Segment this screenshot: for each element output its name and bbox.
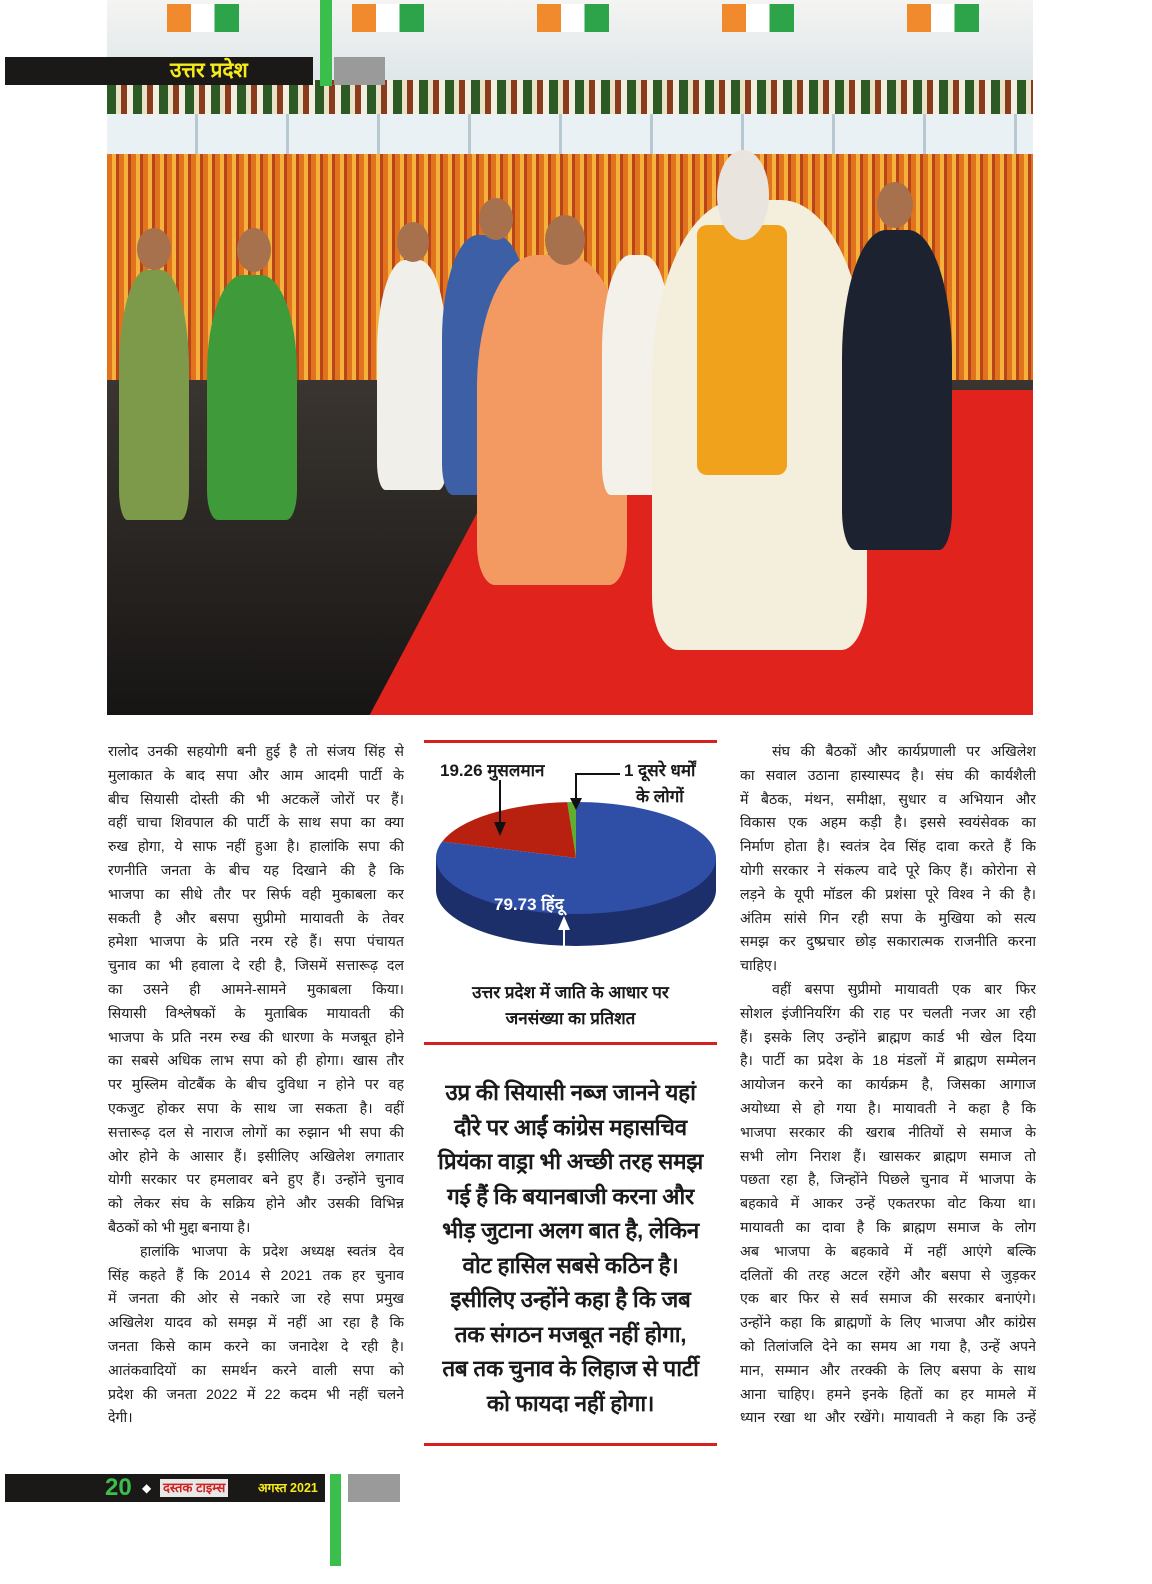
text-line: योगी सरकार पर हमलावर बने हुए हैं। उन्होंने चुनाव — [108, 1172, 404, 1189]
text-line: प्रदेश की जनता 2022 में 22 कदम भी नहीं चलने — [108, 1386, 404, 1403]
gray-accent-box — [348, 1474, 400, 1502]
text-line: अयोध्या से हो गया है। मायावती ने कहा है कि — [740, 1100, 1036, 1117]
green-accent-strip — [320, 0, 332, 86]
text-line: हैं। इसके लिए उन्होंने ब्राह्मण कार्ड भी खेल दिया — [740, 1029, 1036, 1046]
text-line: निर्माण होता है। स्वतंत्र देव सिंह दावा करते हैं कि — [740, 839, 1036, 856]
green-accent-strip — [330, 1474, 341, 1566]
text-line: का सबसे अधिक लाभ सपा को ही होगा। खास तौर — [108, 1053, 404, 1070]
text-line: अंतिम सांसे गिन रही सपा के मुखिया को सत्य — [740, 910, 1036, 927]
text-line: उन्होंने कहा कि ब्राह्मणों के लिए भाजपा और कांग्रेस — [740, 1315, 1036, 1332]
text-line: ध्यान रखा था और रखेंगे। मायावती ने कहा कि उन्हें — [740, 1410, 1036, 1427]
article-column-right — [740, 741, 1036, 1431]
text-line: संघ की बैठकों और कार्यप्रणाली पर अखिलेश — [772, 744, 1036, 760]
flower-garland — [107, 80, 1033, 114]
text-line: है। पार्टी का प्रदेश के 18 मंडलों में ब्राह्मण सम्मेलन — [740, 1053, 1036, 1070]
person-head — [877, 182, 913, 228]
wall-panel — [107, 114, 1033, 154]
text-line: ओर होने के आसार हैं। इसीलिए अखिलेश लगातार — [108, 1148, 404, 1165]
text-line: बीच सियासी दोस्ती की भी अटकलें जोरों पर हैं। — [108, 791, 404, 808]
gray-accent-box — [334, 57, 385, 85]
footer-bullet: ◆ — [142, 1481, 152, 1495]
person — [207, 275, 297, 520]
text-line: को तिलांजलि देने का समय आ गया है, उन्हें अपने — [740, 1338, 1036, 1355]
person — [119, 270, 189, 520]
issue-date: अगस्त 2021 — [258, 1481, 318, 1495]
person-head — [545, 215, 585, 265]
religion-pie-chart — [424, 744, 717, 1044]
others-label-line2: के लोगों — [636, 787, 684, 806]
flag-decoration — [907, 4, 979, 32]
text-line: का सवाल उठाना हास्यास्पद है। संघ की कार्यशैली — [740, 767, 1036, 784]
hindu-label: 79.73 हिंदू — [494, 895, 564, 914]
person-head — [137, 228, 171, 270]
text-line: लड़ने के यूपी मॉडल की प्रशंसा पूरे विश्व ने की है। — [740, 886, 1036, 903]
flag-decoration — [537, 4, 609, 32]
text-line: वहीं चाचा शिवपाल की पार्टी के साथ सपा का क्या — [108, 815, 404, 832]
text-line: आतंकवादियों का समर्थन करने वाली सपा को — [108, 1362, 404, 1379]
chart-caption-line1: उत्तर प्रदेश में जाति के आधार पर — [472, 983, 669, 1002]
cover-photo — [107, 0, 1033, 715]
text-line: सिंह कहते हैं कि 2014 से 2021 तक हर चुनाव — [108, 1267, 404, 1284]
pull-quote-line: गई हैं कि बयानबाजी करना और — [447, 1183, 694, 1209]
text-line: सोशल इंजीनियरिंग की राह पर चलती नजर आ रही — [740, 1005, 1036, 1022]
divider-rule — [424, 1443, 717, 1446]
magazine-logo: दस्तक टाइम्स — [160, 1479, 228, 1497]
text-line: रणनीति जनता के बीच यह दिखाने की है कि — [108, 862, 404, 879]
person-head — [397, 222, 429, 262]
divider-rule — [424, 740, 717, 743]
text-line: सकती है और बसपा सुप्रीमो मायावती के तेवर — [108, 910, 404, 927]
text-line: को लेकर संघ के सक्रिय होने और उसकी विभिन्न — [108, 1196, 404, 1213]
person-head — [717, 150, 769, 240]
text-line: विकास एक अहम कड़ी है। इससे स्वयंसेवक का — [740, 815, 1036, 832]
flag-decoration — [722, 4, 794, 32]
text-line: बहकावे में आकर उन्हें एकतरफा वोट किया था। — [740, 1196, 1036, 1213]
pull-quote-line: को फायदा नहीं होगा। — [486, 1390, 655, 1416]
text-line: मुलाकात के बाद सपा और आम आदमी पार्टी के — [108, 767, 404, 784]
pull-quote — [424, 1076, 717, 1421]
pull-quote-line: भीड़ जुटाना अलग बात है, लेकिन — [442, 1218, 699, 1243]
text-line: सियासी विश्लेषकों के मुताबिक मायावती की — [108, 1005, 404, 1022]
pull-quote-line: इसीलिए उन्होंने कहा है कि जब — [450, 1287, 691, 1312]
text-line: मायावती का दावा है कि ब्राह्मण समाज के लोग — [740, 1219, 1036, 1236]
saffron-scarf — [697, 225, 787, 475]
text-line: मान, सम्मान और तरक्की के लिए बसपा के साथ — [740, 1362, 1036, 1379]
flag-decoration — [167, 4, 239, 32]
text-line: हमेशा भाजपा के प्रति नरम रहे हैं। सपा पंचायत — [108, 934, 404, 951]
article-column-left — [108, 741, 404, 1431]
person — [842, 230, 952, 550]
text-line: हालांकि भाजपा के प्रदेश अध्यक्ष स्वतंत्र देव — [140, 1243, 404, 1260]
text-line: आयोजन करने का कार्यक्रम है, जिसका आगाज — [740, 1077, 1036, 1094]
pull-quote-line: दौरे पर आईं कांग्रेस महासचिव — [454, 1114, 687, 1140]
text-line: में बैठक, मंथन, समीक्षा, सुधार व अभियान और — [740, 791, 1036, 808]
text-line: एकजुट होकर सपा के साथ जा सकता है। वहीं — [108, 1100, 404, 1117]
text-line: पछता रहा है, जिन्होंने पिछले चुनाव में भाजपा के — [740, 1172, 1036, 1189]
text-line: में जनता की ओर से नकारे जा रहे सपा प्रमुख — [108, 1291, 404, 1308]
text-line: अब भाजपा के बहकावे में नहीं आएंगे बल्कि — [740, 1243, 1036, 1260]
text-line: वहीं बसपा सुप्रीमो मायावती एक बार फिर — [772, 981, 1036, 998]
text-line: चुनाव का भी हवाला दे रही है, जिसमें सत्तारूढ़ दल — [108, 958, 404, 975]
others-label-line1: 1 दूसरे धर्मों — [624, 761, 696, 780]
person-head — [237, 228, 271, 272]
text-line: जनता किसे काम करने का जनादेश दे रही है। — [108, 1338, 404, 1355]
text-line: समझ कर दुष्प्रचार छोड़ सकारात्मक राजनीति करना — [740, 934, 1036, 951]
flag-decoration — [352, 4, 424, 32]
divider-rule — [424, 1042, 717, 1045]
text-line: बैठकों को भी मुद्दा बनाया है। — [108, 1219, 251, 1236]
section-header-bar — [5, 57, 313, 85]
text-line: सभी लोग निराश हैं। खासकर ब्राह्मण समाज तो — [740, 1148, 1036, 1165]
page-number: 20 — [105, 1474, 132, 1501]
pull-quote-line: उप्र की सियासी नब्ज जानने यहां — [445, 1080, 696, 1105]
muslim-label: 19.26 मुसलमान — [440, 761, 545, 780]
pull-quote-line: तब तक चुनाव के लिहाज से पार्टी — [442, 1356, 699, 1381]
text-line: भाजपा सरकार की खराब नीतियों से समाज के — [740, 1124, 1036, 1141]
text-line: भाजपा का सीधे तौर पर सिर्फ वही मुकाबला कर — [108, 886, 404, 903]
chart-caption-line2: जनसंख्या का प्रतिशत — [505, 1009, 636, 1028]
pull-quote-line: प्रियंका वाड्रा भी अच्छी तरह समझ — [438, 1149, 703, 1174]
others-arrow — [576, 774, 620, 802]
text-line: भाजपा के प्रति नरम रुख की धारणा के मजबूत होने — [108, 1029, 404, 1046]
pull-quote-line: वोट हासिल सबसे कठिन है। — [462, 1252, 679, 1278]
person — [377, 260, 447, 490]
text-line: रुख होगा, ये साफ नहीं हुआ है। हालांकि सपा की — [108, 839, 404, 856]
text-line: पर मुस्लिम वोटबैंक के बीच दुविधा न होने पर वह — [108, 1077, 404, 1094]
text-line: अखिलेश यादव को समझ में नहीं आ रहा है कि — [108, 1315, 404, 1332]
text-line: दलितों की तरह अटल रहेंगे और बसपा से जुड़कर — [740, 1267, 1036, 1284]
pull-quote-line: तक संगठन मजबूत नहीं होगा, — [454, 1321, 687, 1347]
text-line: चाहिए। — [740, 958, 778, 975]
text-line: आना चाहिए। हमने इनके हितों का हर मामले में — [740, 1386, 1036, 1403]
text-line: का उसने ही आमने-सामने मुकाबला किया। — [108, 981, 404, 998]
text-line: रालोद उनकी सहयोगी बनी हुई है तो संजय सिंह से — [108, 744, 404, 760]
section-title: उत्तर प्रदेश — [170, 59, 248, 82]
person-head — [479, 198, 513, 240]
text-line: सत्तारूढ़ दल से नाराज लोगों का रुझान भी सपा की — [108, 1124, 404, 1141]
text-line: एक बार फिर से सर्व समाज की सरकार बनाएंगे। — [740, 1291, 1036, 1308]
text-line: देगी। — [108, 1410, 133, 1427]
text-line: योगी सरकार ने संकल्प वादे पूरे किए हैं। कोरोना से — [740, 862, 1036, 879]
